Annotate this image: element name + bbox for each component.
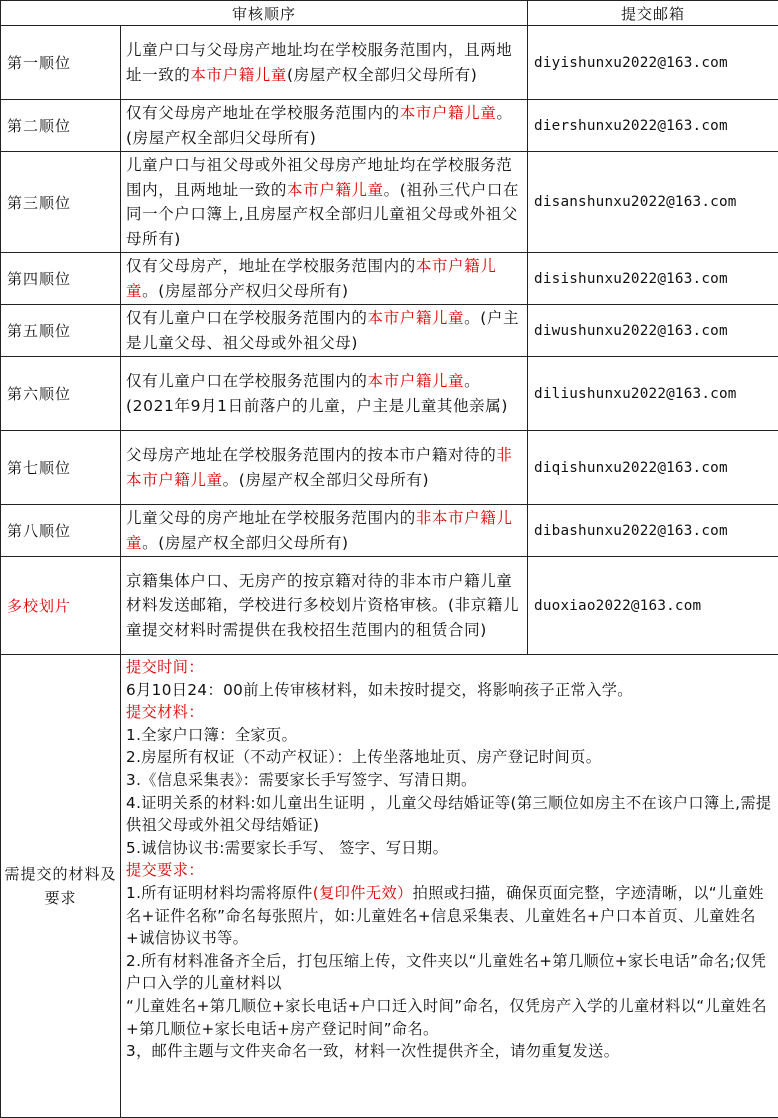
submit-email-address: diyishunxu2022@163.com bbox=[528, 26, 778, 100]
description-text: 。(户主是儿童父母、祖父母或外祖父母) bbox=[126, 309, 519, 352]
order-row bbox=[1, 557, 778, 655]
household-type-highlight: 本市户籍儿童 bbox=[190, 66, 287, 84]
order-description bbox=[121, 357, 528, 431]
submit-email-address: diqishunxu2022@163.com bbox=[528, 431, 778, 505]
submit-email-address: disanshunxu2022@163.com bbox=[528, 152, 778, 253]
household-type-highlight: 本市户籍儿童 bbox=[126, 257, 496, 300]
submit-requirements-title: 提交要求： bbox=[126, 859, 774, 882]
description-text: 仅有儿童户口在学校服务范围内的 bbox=[126, 372, 368, 390]
requirement-1-rest: 拍照或扫描，确保页面完整，字迹清晰，以“儿童姓名+证件名称”命名每张照片，如:儿童姓名+信息采集表、儿童姓名+户口本首页、儿童姓名+诚信协议书等。 bbox=[126, 884, 764, 947]
requirements-label: 需提交的材料及要求 bbox=[1, 655, 121, 1118]
order-description bbox=[121, 26, 528, 100]
description-text: 仅有父母房产地址在学校服务范围内的 bbox=[126, 104, 400, 122]
order-row bbox=[1, 152, 778, 253]
order-description bbox=[121, 557, 528, 655]
submit-time-title: 提交时间： bbox=[126, 656, 774, 679]
household-type-highlight: 本市户籍儿童 bbox=[400, 104, 497, 122]
requirement-item-2-cont: “儿童姓名+第几顺位+家长电话+户口迁入时间”命名，仅凭房产入学的儿童材料以“儿童姓名+第几顺位+家长电话+房产登记时间”命名。 bbox=[126, 995, 774, 1040]
description-text: 儿童户口与祖父母或外祖父母房产地址均在学校服务范围内，且两地址一致的 bbox=[126, 156, 512, 199]
requirement-1-start: 1.所有证明材料均需将原件 bbox=[126, 884, 313, 902]
submit-email-address: diershunxu2022@163.com bbox=[528, 100, 778, 152]
order-description bbox=[121, 505, 528, 557]
order-description bbox=[121, 431, 528, 505]
submit-email-address: diliushunxu2022@163.com bbox=[528, 357, 778, 431]
description-text: 。(房屋产权全部归父母所有) bbox=[126, 104, 512, 147]
requirement-item-3: 3，邮件主题与文件夹命名一致，材料一次性提供齐全，请勿重复发送。 bbox=[126, 1040, 774, 1063]
submit-materials-title: 提交材料： bbox=[126, 701, 774, 724]
description-text: 。(祖孙三代户口在同一个户口簿上,且房屋产权全部归儿童祖父母或外祖父母所有) bbox=[126, 181, 519, 248]
requirements-row bbox=[1, 655, 778, 1118]
order-description bbox=[121, 152, 528, 253]
order-label: 第八顺位 bbox=[1, 505, 121, 557]
order-description bbox=[121, 100, 528, 152]
order-row bbox=[1, 305, 778, 357]
order-label: 第四顺位 bbox=[1, 253, 121, 305]
description-text: 。(房屋产权全部归父母所有) bbox=[223, 471, 430, 489]
order-row bbox=[1, 100, 778, 152]
requirement-item-1 bbox=[126, 882, 774, 950]
submit-email-address: duoxiao2022@163.com bbox=[528, 557, 778, 655]
order-description bbox=[121, 253, 528, 305]
household-type-highlight: 本市户籍儿童 bbox=[287, 181, 384, 199]
submit-email-address: disishunxu2022@163.com bbox=[528, 253, 778, 305]
requirement-item-2: 2.所有材料准备齐全后，打包压缩上传，文件夹以“儿童姓名+第几顺位+家长电话”命名;仅凭户口入学的儿童材料以 bbox=[126, 950, 774, 995]
submit-email-address: diwushunxu2022@163.com bbox=[528, 305, 778, 357]
material-item: 5.诚信协议书:需要家长手写、 签字、写日期。 bbox=[126, 837, 774, 860]
header-review-order: 审核顺序 bbox=[1, 1, 528, 26]
description-text: 。(房屋部分产权归父母所有) bbox=[142, 282, 349, 300]
requirements-content bbox=[121, 655, 778, 1118]
household-type-highlight: 本市户籍儿童 bbox=[368, 309, 465, 327]
requirement-1-note: (复印件无效） bbox=[313, 884, 413, 902]
order-row bbox=[1, 431, 778, 505]
order-rows bbox=[1, 26, 778, 655]
household-type-highlight: 本市户籍儿童 bbox=[368, 372, 465, 390]
material-item: 3.《信息采集表》：需要家长手写签字、写清日期。 bbox=[126, 769, 774, 792]
submit-email-address: dibashunxu2022@163.com bbox=[528, 505, 778, 557]
order-label: 第三顺位 bbox=[1, 152, 121, 253]
description-text: 儿童户口与父母房产地址均在学校服务范围内，且两地址一致的 bbox=[126, 41, 512, 84]
description-text: 。(房屋产权全部归父母所有) bbox=[142, 534, 349, 552]
order-label: 第二顺位 bbox=[1, 100, 121, 152]
description-text: 儿童父母的房产地址在学校服务范围内的 bbox=[126, 509, 416, 527]
submit-time-text: 6月10日24：00前上传审核材料，如未按时提交，将影响孩子正常入学。 bbox=[126, 679, 774, 702]
material-item: 1.全家户口簿：全家页。 bbox=[126, 724, 774, 747]
description-text: 京籍集体户口、无房产的按京籍对待的非本市户籍儿童材料发送邮箱，学校进行多校划片资格审核。(非京籍儿童提交材料时需提供在我校招生范围内的租赁合同) bbox=[126, 572, 519, 639]
header-submit-email: 提交邮箱 bbox=[528, 1, 778, 26]
order-description bbox=[121, 305, 528, 357]
description-text: 。(2021年9月1日前落户的儿童，户主是儿童其他亲属) bbox=[126, 372, 508, 415]
order-row bbox=[1, 253, 778, 305]
order-label: 第七顺位 bbox=[1, 431, 121, 505]
description-text: 父母房产地址在学校服务范围内的按本市户籍对待的 bbox=[126, 446, 496, 464]
order-row bbox=[1, 357, 778, 431]
order-label: 多校划片 bbox=[1, 557, 121, 655]
description-text: (房屋产权全部归父母所有) bbox=[287, 66, 477, 84]
order-label: 第五顺位 bbox=[1, 305, 121, 357]
order-label: 第六顺位 bbox=[1, 357, 121, 431]
order-label: 第一顺位 bbox=[1, 26, 121, 100]
household-type-highlight: 非本市户籍儿童 bbox=[126, 509, 512, 552]
material-item: 4.证明关系的材料:如儿童出生证明 ，儿童父母结婚证等(第三顺位如房主不在该户口簿上,需提供祖父母或外祖父母结婚证) bbox=[126, 792, 774, 837]
description-text: 仅有儿童户口在学校服务范围内的 bbox=[126, 309, 368, 327]
order-row bbox=[1, 26, 778, 100]
description-text: 仅有父母房产，地址在学校服务范围内的 bbox=[126, 257, 416, 275]
material-item: 2.房屋所有权证（不动产权证）：上传坐落地址页、房产登记时间页。 bbox=[126, 746, 774, 769]
household-type-highlight: 非本市户籍儿童 bbox=[126, 446, 512, 489]
order-row bbox=[1, 505, 778, 557]
